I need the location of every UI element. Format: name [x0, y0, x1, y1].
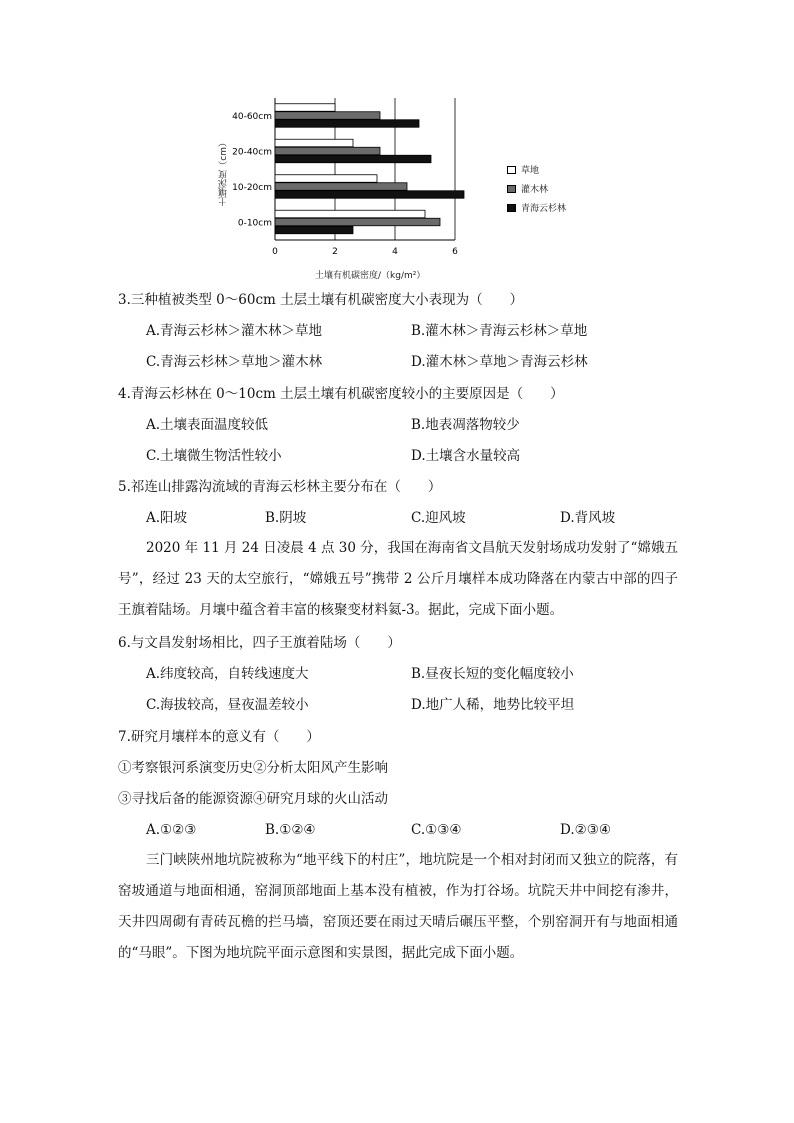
question-6-option-c: C.海拔较高，昼夜温差较小	[146, 697, 309, 713]
question-7-statement-line-2: ③寻找后备的能源资源④研究月球的火山活动	[118, 791, 388, 807]
legend-label-spruce: 青海云杉林	[521, 204, 567, 214]
passage-dikengyuan: 三门峡陕州地坑院被称为“地平线下的村庄”，地坑院是一个相对封闭而又独立的院落，有窑坡通道与地面相通，窑洞顶部地面上基本没有植被，作为打谷场。坑院天井中间挖有渗井，天井四周砌有青砖瓦檐的拦马墙，窑顶还要在雨过天晴后碾压平整，个别窑洞开有与地面相通的“马眼”。下图为地坑院平面示意图和实景图，据此完成下面小题。	[118, 852, 678, 961]
chart-svg	[215, 90, 505, 265]
chart-bar-2-0	[275, 120, 419, 128]
question-6-option-a: A.纬度较高，自转线速度大	[146, 666, 309, 682]
chart-y-tick-20-40cm: 20-40cm	[232, 147, 272, 158]
question-5-option-c: C.迎风坡	[411, 510, 466, 526]
chart-x-tick-6: 6	[452, 247, 458, 257]
chart-bar-1-1	[275, 147, 380, 155]
question-6-stem: 6.与文昌发射场相比，四子王旗着陆场（ ）	[118, 635, 401, 651]
chart-legend	[507, 160, 566, 217]
chart-bar-1-2	[275, 183, 407, 191]
chart-y-axis-label: 土壤深度（cm）	[219, 138, 229, 206]
chart-y-tick-0-10cm: 0-10cm	[237, 218, 272, 229]
legend-label-shrub: 灌木林	[521, 185, 549, 195]
question-7-option-b: B.①②④	[265, 822, 316, 838]
chart-bar-2-2	[275, 191, 464, 199]
question-3-option-d: D.灌木林＞草地＞青海云杉林	[411, 354, 588, 370]
question-5-option-b: B.阴坡	[265, 510, 307, 526]
question-6-option-b: B.昼夜长短的变化幅度较小	[411, 666, 574, 682]
chart-bar-0-0	[275, 104, 335, 112]
organic-carbon-chart	[215, 90, 595, 285]
chart-bar-2-3	[275, 226, 353, 234]
question-7-option-d: D.②③④	[560, 822, 611, 838]
chart-y-tick-40-60cm: 40-60cm	[232, 111, 272, 122]
chart-x-tick-0: 0	[272, 247, 278, 257]
question-3-stem: 3.三种植被类型 0～60cm 土层土壤有机碳密度大小表现为（ ）	[118, 292, 524, 308]
question-3-option-c: C.青海云杉林＞草地＞灌木林	[146, 354, 323, 370]
question-7-statement-line-1: ①考察银河系演变历史②分析太阳风产生影响	[118, 760, 388, 776]
question-5-option-d: D.背风坡	[560, 510, 616, 526]
passage-chang-e-5: 2020 年 11 月 24 日凌晨 4 点 30 分，我国在海南省文昌航天发射场成功发射了“嫦娥五号”，经过 23 天的太空旅行，“嫦娥五号”携带 2 公斤月壤样本成功降落在内蒙古中部的四子王旗着陆场。月壤中蕴含着丰富的核聚变材料氦-3。据此，完成下面小题。	[118, 540, 678, 618]
question-4-option-c: C.土壤微生物活性较小	[146, 448, 282, 464]
question-7-stem: 7.研究月壤样本的意义有（ ）	[118, 729, 320, 745]
legend-label-grassland: 草地	[521, 166, 540, 176]
question-7-option-c: C.①③④	[411, 822, 462, 838]
chart-x-tick-2: 2	[332, 247, 338, 257]
legend-swatch-shrub	[507, 185, 516, 193]
legend-swatch-grassland	[507, 166, 516, 174]
question-4-option-a: A.土壤表面温度较低	[146, 417, 269, 433]
question-3-option-a: A.青海云杉林＞灌木林＞草地	[146, 323, 323, 339]
question-4-option-b: B.地表凋落物较少	[411, 417, 520, 433]
legend-item-shrub	[507, 179, 566, 198]
question-3-option-b: B.灌木林＞青海云杉林＞草地	[411, 323, 588, 339]
chart-x-axis-label: 土壤有机碳密度/（kg/m²）	[315, 271, 426, 281]
legend-item-spruce	[507, 198, 566, 217]
question-7-option-a: A.①②③	[146, 822, 197, 838]
chart-y-tick-10-20cm: 10-20cm	[232, 182, 272, 193]
chart-bar-0-1	[275, 139, 353, 147]
question-5-stem: 5.祁连山排露沟流域的青海云杉林主要分布在（ ）	[118, 479, 442, 495]
chart-x-tick-4: 4	[392, 247, 398, 257]
question-6-option-d: D.地广人稀，地势比较平坦	[411, 697, 575, 713]
chart-bar-0-2	[275, 175, 377, 183]
chart-bar-1-3	[275, 218, 440, 226]
legend-swatch-spruce	[507, 204, 516, 212]
question-4-stem: 4.青海云杉林在 0～10cm 土层土壤有机碳密度较小的主要原因是（ ）	[118, 386, 564, 402]
question-5-option-a: A.阳坡	[146, 510, 188, 526]
chart-bar-1-0	[275, 112, 380, 120]
question-4-option-d: D.土壤含水量较高	[411, 448, 521, 464]
chart-bar-2-1	[275, 155, 431, 163]
chart-bar-0-3	[275, 210, 425, 218]
legend-item-grassland	[507, 160, 566, 179]
